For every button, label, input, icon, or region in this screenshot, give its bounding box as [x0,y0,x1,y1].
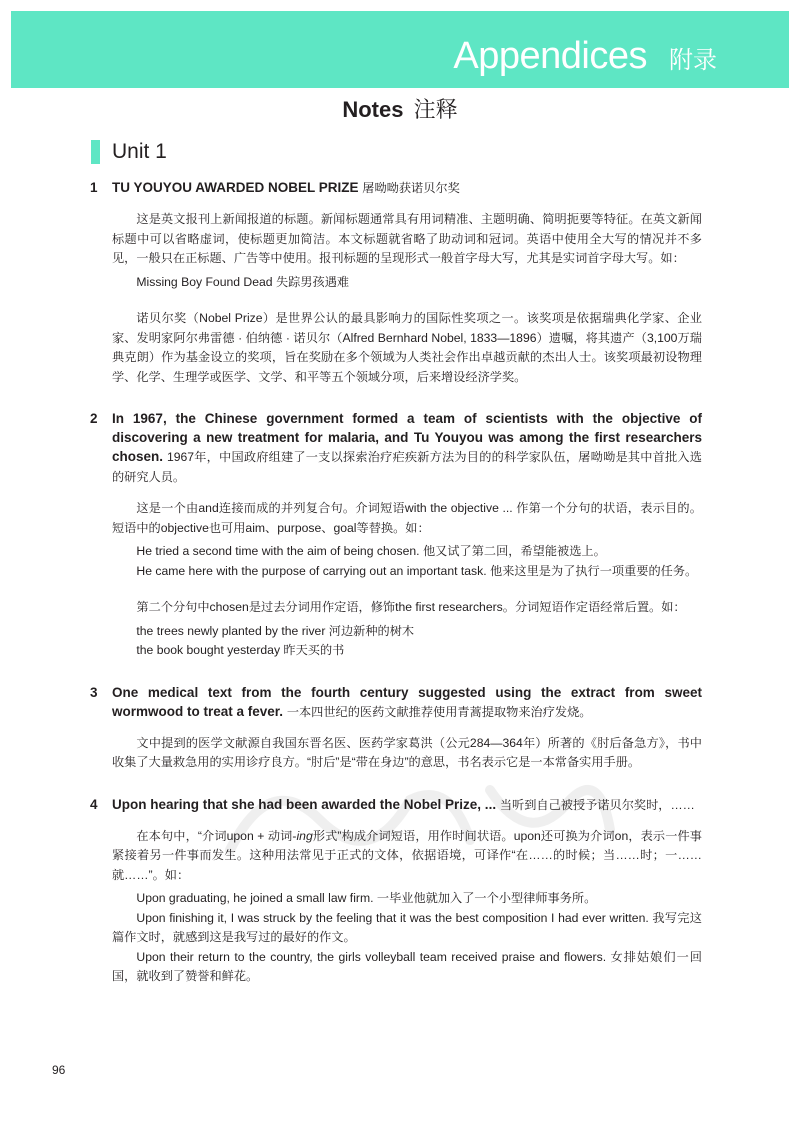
unit-heading [91,140,167,164]
note-heading-en: One medical text from the fourth century suggested using the extract from sweet wormwood to treat a fever. [112,684,702,719]
note-4 [90,795,702,987]
notes-title-zh: 注释 [413,97,458,122]
note-paragraph: 诺贝尔奖（Nobel Prize）是世界公认的最具影响力的国际性奖项之一。该奖项是依据瑞典化学家、企业家、发明家阿尔弗雷德 · 伯纳德 · 诺贝尔（Alfred Bernhard Nobel, 1833—1896）遗嘱，将其遗产（3,100万瑞典克朗）作为基金设立的奖项，旨在奖励在多个领域为人类社会作出卓越贡献的杰出人士。该奖项最初设物理学、化学、生理学或医学、文学、和平等五个领域分项，后来增设经济学奖。 [112,311,702,384]
note-heading-en: Upon hearing that she had been awarded the Nobel Prize, ... [112,796,497,812]
example-sentence: He tried a second time with the aim of being chosen. 他又试了第二回，希望能被选上。 [136,544,606,558]
note-paragraph: 这是英文报刊上新闻报道的标题。新闻标题通常具有用词精准、主题明确、简明扼要等特征。在英文新闻标题中可以省略虚词，使标题更加简洁。本文标题就省略了助动词和冠词。英语中使用全大写的情况并不多见，一般只在正标题、广告等中使用。报刊标题的呈现形式一般首字母大写，尤其是实词首字母大写。如： [112,212,702,265]
unit-heading-text: Unit 1 [112,140,167,163]
notes-title-en: Notes [342,97,404,122]
example-sentence: the trees newly planted by the river 河边新种的树木 [136,623,415,638]
note-number: 2 [90,411,98,426]
note-2 [90,409,702,661]
note-heading [112,795,702,815]
note-heading [112,409,702,487]
note-heading-zh: 一本四世纪的医药文献推荐使用青蒿提取物来治疗发烧。 [286,704,592,719]
header-band [11,11,789,88]
note-1 [90,178,702,387]
unit-heading-bar [91,140,100,164]
note-heading-en: In 1967, the Chinese government formed a team of scientists with the objective of discovering a new treatment for malaria, and Tu Youyou was among the first researchers chosen. [112,411,702,464]
page-number: 96 [52,1063,66,1077]
note-heading [112,683,702,722]
notes-content [90,178,702,1003]
note-heading-zh: 当听到自己被授予诺贝尔奖时，…… [499,797,695,812]
example-sentence: Upon their return to the country, the girls volleyball team received praise and flowers. 女排姑娘们一回国，就收到了赞誉和鲜花。 [112,949,702,983]
note-number: 1 [90,180,98,195]
example-sentence: Upon graduating, he joined a small law firm. 一毕业他就加入了一个小型律师事务所。 [136,891,597,905]
example-sentence: Upon finishing it, I was struck by the feeling that it was the best composition I had ever written. 我写完这篇作文时，就感到这是我写过的最好的作文。 [112,910,702,944]
header-title [453,35,717,78]
note-paragraph: 文中提到的医学文献源自我国东晋名医、医药学家葛洪（公元284—364年）所著的《肘后备急方》，书中收集了大量救急用的实用诊疗良方。“肘后”是“带在身边”的意思，书名表示它是一本常备实用手册。 [112,735,702,769]
note-heading [112,178,702,198]
note-paragraph: 这是一个由and连接而成的并列复合句。介词短语with the objective ... 作第一个分句的状语，表示目的。短语中的objective也可用aim、purpose、goal等替换。如： [112,501,702,535]
header-title-en: Appendices [453,35,647,77]
example-sentence: the book bought yesterday 昨天买的书 [136,643,345,657]
example-sentence: He came here with the purpose of carrying out an important task. 他来这里是为了执行一项重要的任务。 [136,563,698,578]
note-heading-zh: 1967年，中国政府组建了一支以探索治疗疟疾新方法为目的的科学家队伍，屠呦呦是其中首批入选的研究人员。 [112,450,702,484]
note-heading-en: TU YOUYOU AWARDED NOBEL PRIZE [112,180,359,195]
note-number: 4 [90,796,98,812]
notes-title [0,93,800,124]
note-paragraph: 第二个分句中chosen是过去分词用作定语，修饰the first researchers。分词短语作定语经常后置。如： [136,600,686,614]
italic-ing: ing [296,828,313,843]
example-sentence: Missing Boy Found Dead 失踪男孩遇难 [136,274,350,289]
note-number: 3 [90,684,98,700]
note-paragraph [112,827,702,886]
note-paragraph-part: 形式”构成介词短语，用作时间状语。upon还可换为介词on，表示一件事紧接着另一件事而发生。这种用法常见于正式的文体，依据语境，可译作“在……的时候；当……时；一……就……”。如： [112,828,702,882]
note-paragraph-part: 在本句中，“介词upon + 动词- [136,828,297,843]
note-heading-zh: 屠呦呦获诺贝尔奖 [362,181,460,195]
header-title-zh: 附录 [669,47,717,74]
note-3 [90,683,702,773]
